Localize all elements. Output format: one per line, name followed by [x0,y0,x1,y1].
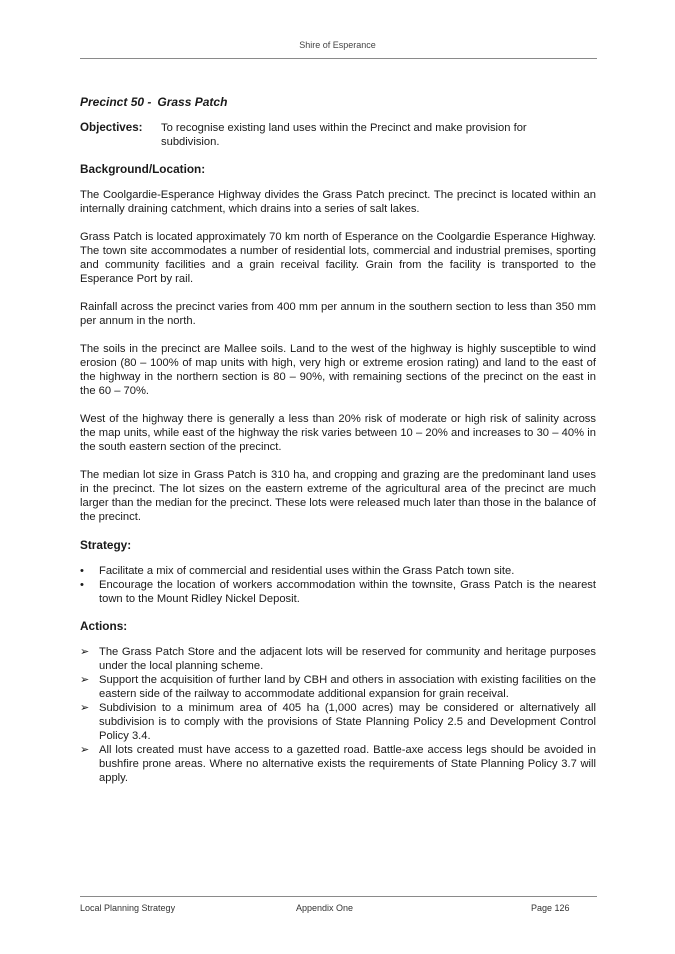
footer-appendix-label: Appendix One [296,903,354,913]
background-paragraph: West of the highway there is generally a less than 20% risk of moderate or high risk of salinity across the map units, while east of the highway the risk varies between 10 – 20% and increases to 30 – 40% in the south eastern section of the precinct. [80,413,596,453]
list-item [80,673,596,701]
objectives-text: To recognise existing land uses within the Precinct and make provision for subdivision. [161,122,527,148]
objectives-block [80,121,596,149]
action-item-text: Support the acquisition of further land by CBH and others in association with existing facilities on the eastern side of the railway to accommodate additional expansion for grain receival. [99,674,596,700]
background-paragraph: The Coolgardie-Esperance Highway divides the Grass Patch precinct. The precinct is located within an internally draining catchment, which drains into a series of salt lakes. [80,189,596,215]
actions-list [80,645,596,785]
precinct-name: Grass Patch [157,95,228,109]
bullet-icon: • [80,565,84,577]
background-heading: Background/Location: [80,162,206,176]
strategy-item-text: Facilitate a mix of commercial and residential uses within the Grass Patch town site. [99,565,515,577]
page-header: Shire of Esperance [299,40,376,50]
arrow-bullet-icon: ➢ [80,674,90,686]
arrow-bullet-icon: ➢ [80,702,90,714]
strategy-heading: Strategy: [80,538,132,552]
list-item [80,564,596,578]
strategy-item-text: Encourage the location of workers accommodation within the townsite, Grass Patch is the nearest town to the Mount Ridley Nickel Deposit. [99,579,596,605]
background-paragraph: Grass Patch is located approximately 70 km north of Esperance on the Coolgardie Esperance Highway. The town site accommodates a number of residential lots, commercial and industrial premises, sporting and community facilities and a grain receival facility. Grain from the facility is transported to the Esperance Port by rail. [80,231,596,285]
action-item-text: The Grass Patch Store and the adjacent lots will be reserved for community and heritage purposes under the local planning scheme. [99,646,596,672]
bullet-icon: • [80,579,84,591]
list-item [80,743,596,785]
list-item [80,701,596,743]
actions-heading: Actions: [80,619,128,633]
list-item [80,645,596,673]
action-item-text: Subdivision to a minimum area of 405 ha (1,000 acres) may be considered or alternatively all subdivision is to comply with the provisions of State Planning Policy 2.5 and Development Control Policy 3.4. [99,702,596,742]
arrow-bullet-icon: ➢ [80,744,90,756]
precinct-number: Precinct 50 - [80,95,152,109]
page-content [80,95,596,798]
footer-document-title: Local Planning Strategy [80,903,176,913]
background-paragraph: Rainfall across the precinct varies from 400 mm per annum in the southern section to less than 350 mm per annum in the north. [80,301,596,327]
header-divider [80,58,597,59]
arrow-bullet-icon: ➢ [80,646,90,658]
objectives-label: Objectives: [80,121,143,134]
strategy-list [80,564,596,606]
footer-divider [80,896,597,897]
background-paragraph: The median lot size in Grass Patch is 310 ha, and cropping and grazing are the predominant land uses in the precinct. The lot sizes on the eastern extreme of the agricultural area of the precinct are much larger than the median for the precinct. These lots were released much later than those in the balance of the precinct. [80,469,596,523]
background-paragraph: The soils in the precinct are Mallee soils. Land to the west of the highway is highly susceptible to wind erosion (80 – 100% of map units with high, very high or extreme erosion rating) and land to the east of the highway in the northern section is 80 – 90%, with remaining sections of the precinct on the east in the 60 – 70%. [80,343,596,397]
precinct-title [80,95,596,109]
footer-page-number: Page 126 [531,903,570,913]
list-item [80,578,596,606]
action-item-text: All lots created must have access to a gazetted road. Battle-axe access legs should be avoided in bushfire prone areas. Where no alternative exists the requirements of State Planning Policy 3.7 will apply. [99,744,596,784]
